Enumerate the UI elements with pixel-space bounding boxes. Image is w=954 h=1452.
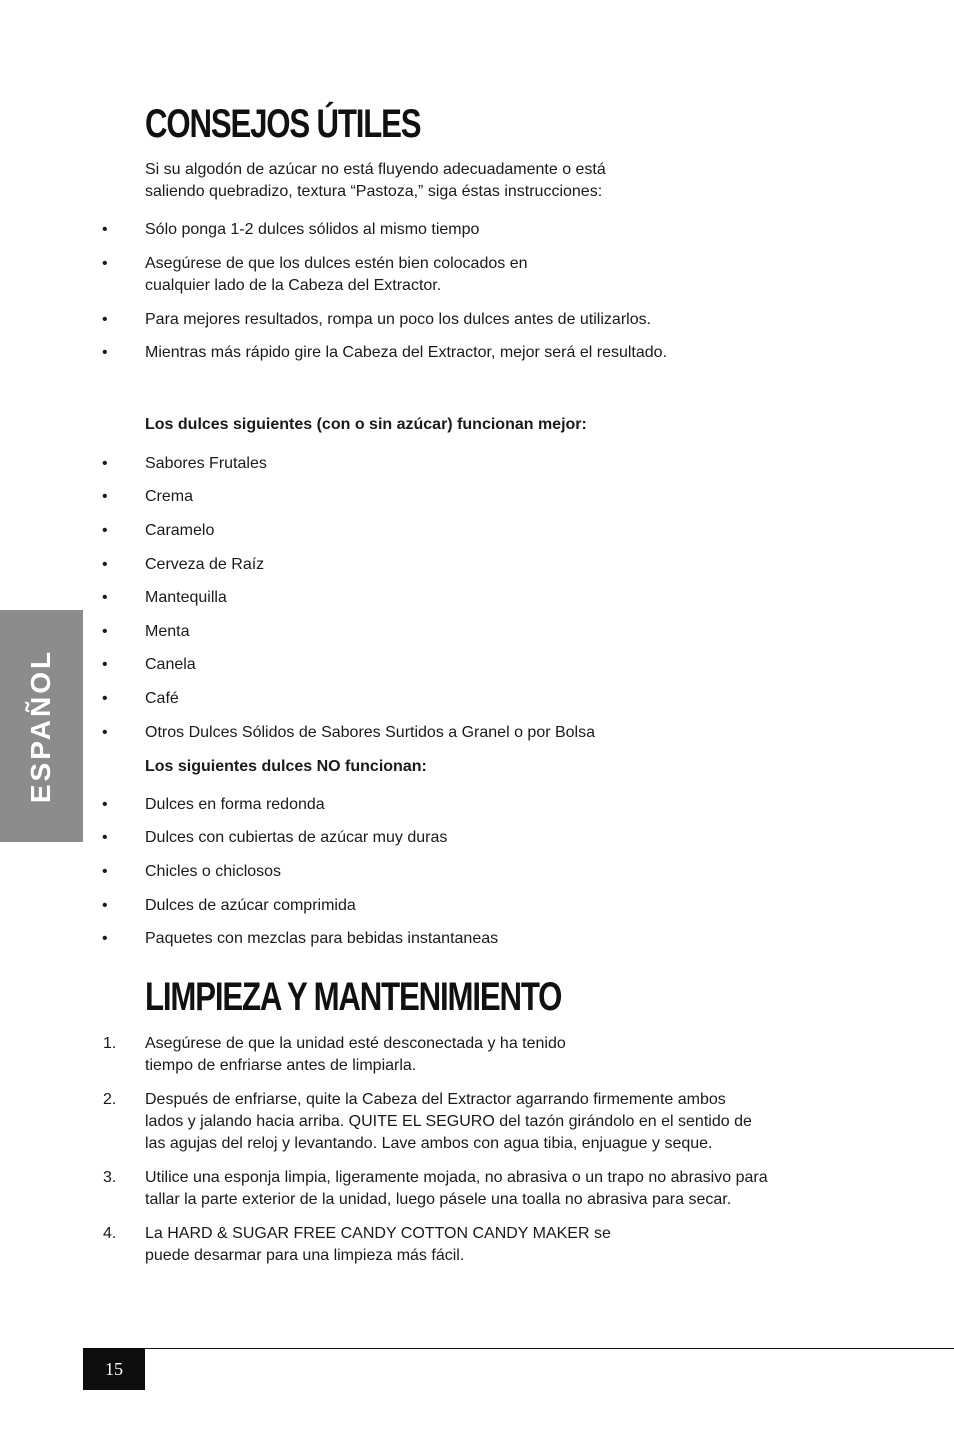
bullet-icon: • <box>102 623 108 640</box>
list-item-text: Sabores Frutales <box>145 455 267 472</box>
list-item-text: Dulces con cubiertas de azúcar muy duras <box>145 829 448 846</box>
bullet-icon: • <box>102 897 108 914</box>
bullet-icon: • <box>102 455 108 472</box>
list-item-text: Otros Dulces Sólidos de Sabores Surtidos a Granel o por Bolsa <box>145 724 596 741</box>
list-item-text: Chicles o chiclosos <box>145 863 282 880</box>
bullet-icon: • <box>102 589 108 606</box>
tips-intro: Si su algodón de azúcar no está fluyendo adecuadamente o está saliendo quebradizo, textura “Pastoza,” siga éstas instrucciones: <box>145 161 606 200</box>
step-text: Utilice una esponja limpia, ligeramente mojada, no abrasiva o un trapo no abrasivo para tallar la parte exterior de la unidad, luego pásele una toalla no abrasiva para secar. <box>145 1169 768 1208</box>
bullet-icon: • <box>102 488 108 505</box>
step-number: 4. <box>103 1225 117 1242</box>
list-item-text: Cerveza de Raíz <box>145 556 265 573</box>
list-item-text: Sólo ponga 1-2 dulces sólidos al mismo tiempo <box>145 221 480 238</box>
tips-title: CONSEJOS ÚTILES <box>145 102 421 146</box>
step-number: 3. <box>103 1169 117 1186</box>
list-item-text: Para mejores resultados, rompa un poco los dulces antes de utilizarlos. <box>145 311 652 328</box>
page-number: 15 <box>83 1348 145 1390</box>
bullet-icon: • <box>102 930 108 947</box>
list-item-text: Mantequilla <box>145 589 227 606</box>
not-works-heading: Los siguientes dulces NO funcionan: <box>145 758 427 775</box>
list-item-text: Menta <box>145 623 190 640</box>
cleaning-title: LIMPIEZA Y MANTENIMIENTO <box>145 975 562 1019</box>
bullet-icon: • <box>102 656 108 673</box>
list-item-text: Paquetes con mezclas para bebidas instantaneas <box>145 930 499 947</box>
footer-rule <box>83 1348 954 1349</box>
step-text: Después de enfriarse, quite la Cabeza del Extractor agarrando firmemente ambos lados y jalando hacia arriba. QUITE EL SEGURO del tazón girándolo en el sentido de las agujas del reloj y levantando. Lave ambos con agua tibia, enjuague y seque. <box>145 1091 752 1152</box>
list-item-text: Dulces en forma redonda <box>145 796 325 813</box>
list-item-text: Canela <box>145 656 196 673</box>
language-side-label: ESPAÑOL <box>25 648 56 804</box>
list-item-text: Asegúrese de que los dulces estén bien colocados en cualquier lado de la Cabeza del Extractor. <box>145 255 528 294</box>
bullet-icon: • <box>102 522 108 539</box>
bullet-icon: • <box>102 724 108 741</box>
bullet-icon: • <box>102 796 108 813</box>
list-item-text: Caramelo <box>145 522 215 539</box>
bullet-icon: • <box>102 221 108 238</box>
list-item-text: Mientras más rápido gire la Cabeza del Extractor, mejor será el resultado. <box>145 344 668 361</box>
step-number: 2. <box>103 1091 117 1108</box>
list-item-text: Café <box>145 690 179 707</box>
bullet-icon: • <box>102 863 108 880</box>
bullet-icon: • <box>102 690 108 707</box>
works-heading: Los dulces siguientes (con o sin azúcar) funcionan mejor: <box>145 416 587 433</box>
list-item-text: Dulces de azúcar comprimida <box>145 897 356 914</box>
bullet-icon: • <box>102 829 108 846</box>
bullet-icon: • <box>102 311 108 328</box>
bullet-icon: • <box>102 556 108 573</box>
step-text: Asegúrese de que la unidad esté desconectada y ha tenido tiempo de enfriarse antes de limpiarla. <box>145 1035 566 1074</box>
bullet-icon: • <box>102 344 108 361</box>
bullet-icon: • <box>102 255 108 272</box>
list-item-text: Crema <box>145 488 194 505</box>
step-number: 1. <box>103 1035 117 1052</box>
step-text: La HARD & SUGAR FREE CANDY COTTON CANDY MAKER se puede desarmar para una limpieza más fácil. <box>145 1225 611 1264</box>
